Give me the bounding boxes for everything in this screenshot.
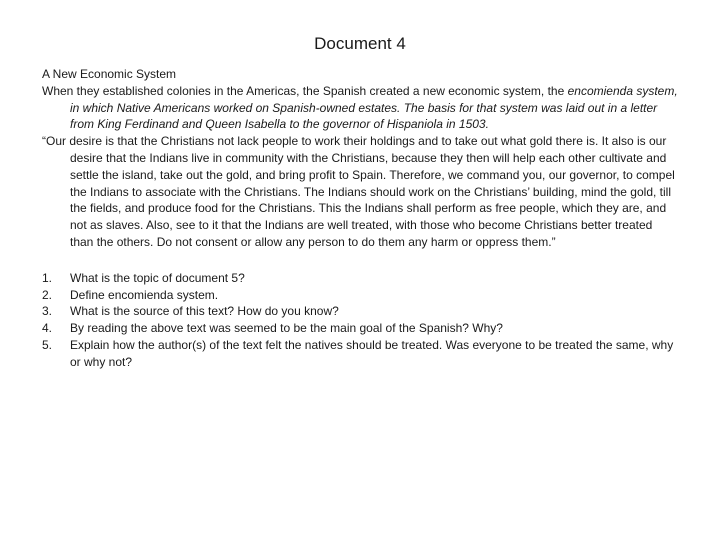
question-number: 3. — [42, 304, 53, 319]
question-text: What is the topic of document 5? — [70, 270, 245, 285]
question-item — [42, 320, 678, 337]
question-item — [42, 287, 678, 304]
section-heading: A New Economic System — [42, 67, 177, 81]
document-body — [42, 66, 678, 371]
question-text: By reading the above text was seemed to be the main goal of the Spanish? Why? — [70, 321, 503, 336]
question-number: 2. — [42, 287, 53, 302]
question-item — [42, 337, 678, 371]
question-item — [42, 303, 678, 320]
question-text: What is the source of this text? How do you know? — [70, 304, 339, 319]
quote-paragraph: “Our desire is that the Christians not lack people to work their holdings and to take out what gold there is. It also is our desire that the Indians live in community with the Christians, because they then will help each other cultivate and settle the island, take out the gold, and bring profit to Spain. Therefore, we command you, our governor, to compel the Indians to associate with the Christians. The Indians should work on the Christians’ building, mind the gold, till the fields, and produce food for the Christians. This the Indians shall perform as free people, which they are, and not as slaves. Also, see to it that the Indians are well treated, with those who become Christians better treated than the others. Do not consent or allow any person to do them any harm or oppress them.” — [42, 134, 675, 249]
intro-term: encomienda — [567, 83, 634, 98]
intro-text-end: system, in which Native Americans worked on Spanish-owned estates. The basis for that system was laid out in a letter from King Ferdinand and Queen Isabella to the governor of Hispaniola in 1503. — [70, 83, 678, 132]
question-number: 1. — [42, 270, 53, 285]
intro-text-start: When they established colonies in the Americas, the Spanish created a new economic system, the — [42, 83, 568, 98]
question-number: 5. — [42, 337, 53, 352]
question-number: 4. — [42, 321, 53, 336]
intro-paragraph — [42, 83, 678, 133]
question-list — [42, 270, 678, 371]
page-title: Document 4 — [314, 34, 406, 53]
question-text: Define encomienda system. — [70, 287, 219, 302]
question-item — [42, 270, 678, 287]
question-text: Explain how the author(s) of the text felt the natives should be treated. Was everyone to be treated the same, why or why not? — [70, 337, 674, 369]
